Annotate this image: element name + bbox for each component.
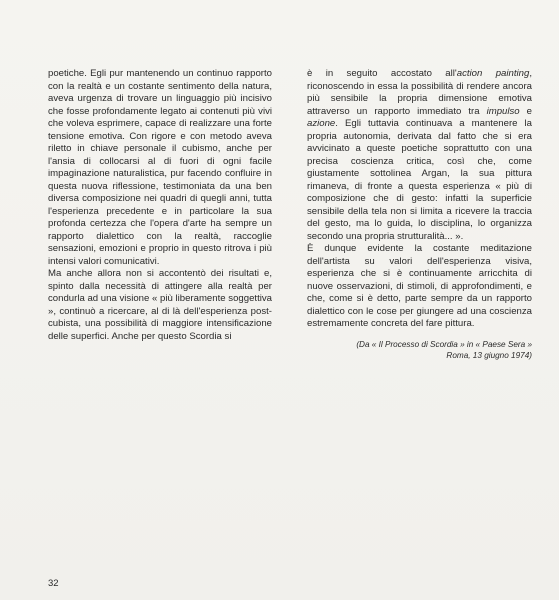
right-paragraph-1-connector: e xyxy=(519,105,532,117)
citation-line-2: Roma, 13 giugno 1974) xyxy=(446,350,532,360)
azione-term: azione xyxy=(307,118,336,129)
left-paragraph-1: poetiche. Egli pur mantenendo un continuo rapporto con la realtà e un costante sentimento della natura, aveva urgenza di trovare un linguaggio più incisivo che fosse profondamente legato ai contenuti più vivi che voleva esprimere, capace di realizzare una forte tensione emotiva. Con rigore e con metodo aveva riletto in chiave personale il cubismo, anche per l'ansia di collocarsi al di fuori di ogni facile impaginazione naturalistica, pur facendo confluire in questa nuova riflessione, testimoniata da una ben diversa composizione nei quadri di quegli anni, tutta l'esperienza precedente e in particolare la sua profonda certezza che l'opera d'arte ha sempre un rapporto dialettico con la realtà, raccoglie sensazioni, emozioni e proprio in questo ritrova i più intensi valori comunicativi. xyxy=(48,68,272,267)
source-citation xyxy=(307,339,532,361)
impulso-term: impulso xyxy=(486,105,520,117)
right-paragraph-1 xyxy=(307,68,532,243)
left-paragraph-2: Ma anche allora non si accontentò dei risultati e, spinto dalla necessità di attingere alla realtà per condurla ad una visione « più liberamente soggettiva », continuò a ricercare, al di là dell'esperienza post-cubista, una possibilità di maggiore intensificazione delle superfici. Anche per questo Scordia si xyxy=(48,268,273,342)
page-number: 32 xyxy=(48,578,59,589)
citation-line-1: (Da « Il Processo di Scordia » in « Paese Sera » xyxy=(356,339,532,349)
right-paragraph-1-middle: , riconoscendo in essa la possibilità di rendere ancora più sensibile la propria dimensione emotiva attraverso un rapporto immediato tra xyxy=(307,68,532,117)
right-text-column xyxy=(307,68,532,361)
right-paragraph-1-before: è in seguito accostato all' xyxy=(307,68,457,79)
left-text-column xyxy=(48,68,272,343)
right-paragraph-1-after: . Egli tuttavia continuava a mantenere la propria autonomia, derivata dal fatto che si era avvicinato a queste poetiche soprattutto con una precisa coscienza critica, così che, come giustamente sottolinea Argan, la sua pittura rimaneva, di fronte a questa esperienza « più di composizione che di gesto: infatti la superficie sensibile della tela non si limita a ricevere la traccia del gesto, ma lo guida, lo disciplina, lo organizza secondo una propria strutturalità... ». xyxy=(307,118,532,242)
action-painting-term: action painting xyxy=(456,68,530,79)
right-paragraph-2: È dunque evidente la costante meditazione dell'artista su valori dell'esperienza visiva, esperienza che si è continuamente arricchita di nuove osservazioni, di stimoli, di approfondimenti, e che, come si è detto, parte sempre da un rapporto dialettico con le cose per giungere ad una coscienza estremamente concreta del fare pittura. xyxy=(307,243,532,329)
